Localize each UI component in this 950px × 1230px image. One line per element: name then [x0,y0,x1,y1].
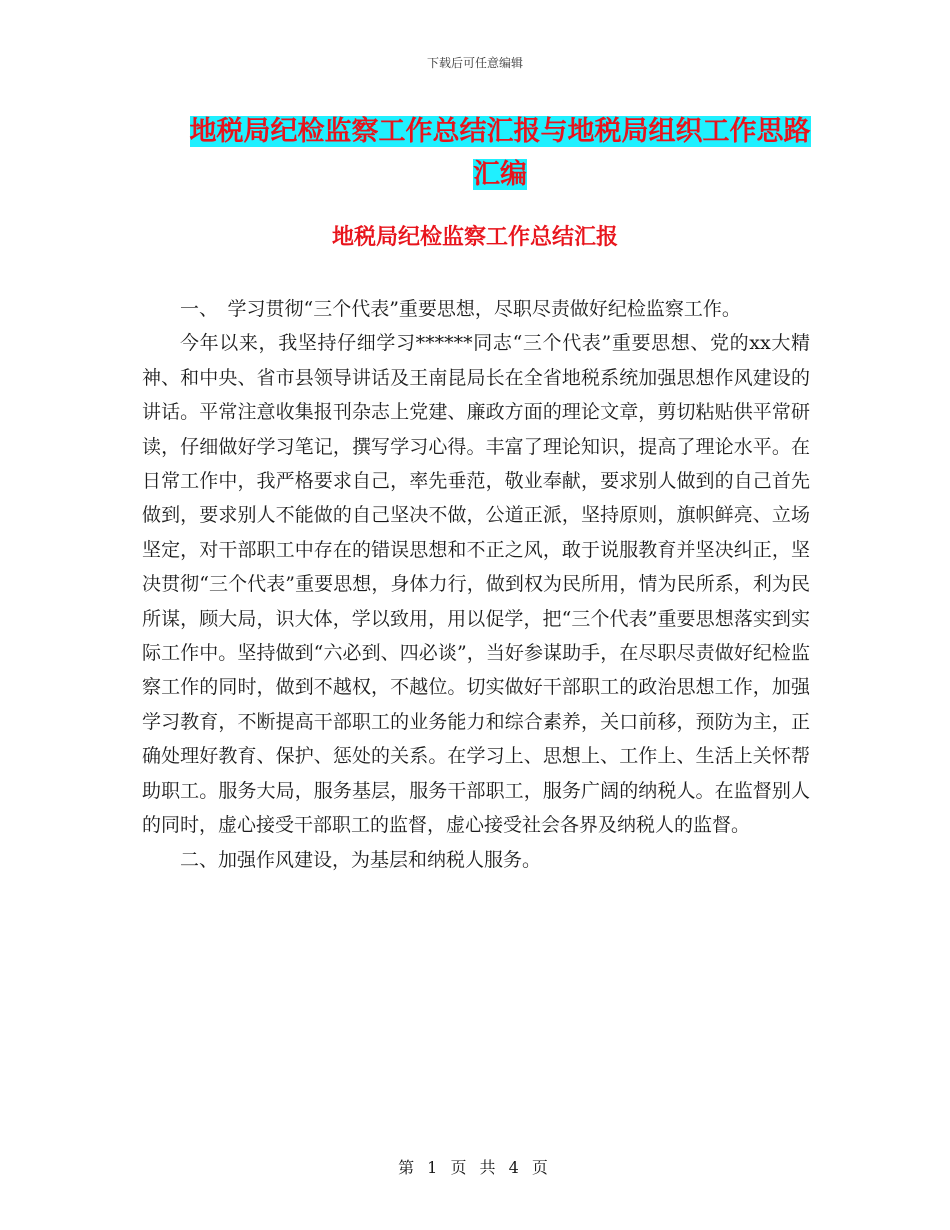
paragraph-2: 今年以来，我坚持仔细学习******同志“三个代表”重要思想、党的xx大精神、和中央、省市县领导讲话及王南昆局长在全省地税系统加强思想作风建设的讲话。平常注意收集报刊杂志上党建、廉政方面的理论文章，剪切粘贴供平常研读，仔细做好学习笔记，撰写学习心得。丰富了理论知识，提高了理论水平。在日常工作中，我严格要求自己，率先垂范，敬业奉献，要求别人做到的自己首先做到，要求别人不能做的自己坚决不做，公道正派，坚持原则，旗帜鲜亮、立场坚定，对干部职工中存在的错误思想和不正之风，敢于说服教育并坚决纠正，坚决贯彻“三个代表”重要思想，身体力行，做到权为民所用，情为民所系，利为民所谋，顾大局，识大体，学以致用，用以促学，把“三个代表”重要思想落实到实际工作中。坚持做到“六必到、四必谈”，当好参谋助手，在尽职尽责做好纪检监察工作的同时，做到不越权，不越位。切实做好干部职工的政治思想工作，加强学习教育，不断提高干部职工的业务能力和综合素养，关口前移，预防为主，正确处理好教育、保护、惩处的关系。在学习上、思想上、工作上、生活上关怀帮助职工。服务大局，服务基层，服务干部职工，服务广阔的纳税人。在监督别人的同时，虚心接受干部职工的监督，虚心接受社会各界及纳税人的监督。 [142,332,810,837]
document-title [140,110,860,196]
section-title: 地税局纪检监察工作总结汇报 [331,225,618,250]
document-title-line-1: 地税局纪检监察工作总结汇报与地税局组织工作思路 [189,116,811,147]
paragraph-3: 二、加强作风建设，为基层和纳税人服务。 [180,848,542,871]
body-text [142,292,810,877]
page-number-footer: 第 1 页 共 4 页 [398,1158,552,1177]
document-title-line-2: 汇编 [473,159,527,190]
paragraph-1: 一、 学习贯彻“三个代表”重要思想，尽职尽责做好纪检监察工作。 [180,298,741,320]
header-note: 下载后可任意编辑 [426,56,523,70]
